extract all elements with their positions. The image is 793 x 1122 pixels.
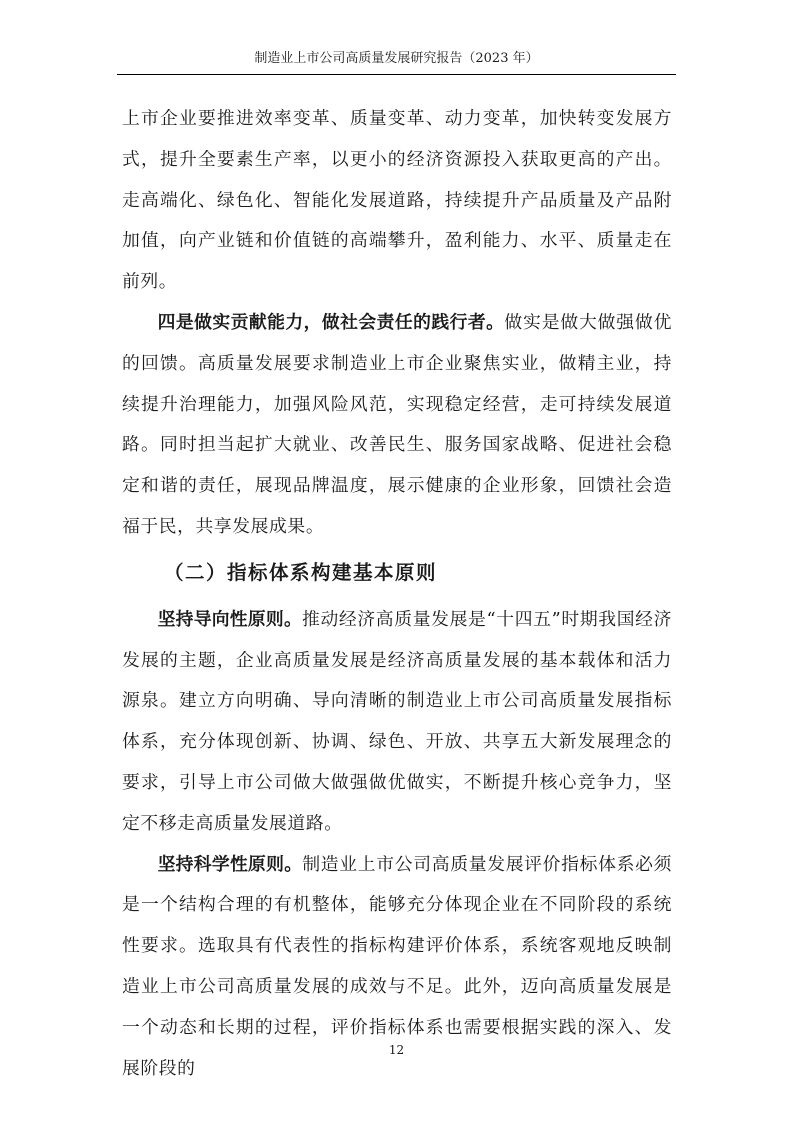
header-title: 制造业上市公司高质量发展研究报告（2023 年） [254, 51, 539, 66]
paragraph-lead: 四是做实贡献能力，做社会责任的践行者。 [157, 311, 505, 333]
paragraph-text: 推动经济高质量发展是“十四五”时期我国经济发展的主题，企业高质量发展是经济高质量发展的基本载体和活力源泉。建立方向明确、导向清晰的制造业上市公司高质量发展指标体系，充分体现创新、协调、绿色、开放、共享五大新发展理念的要求，引导上市公司做大做强做优做实，不断提升核心竞争力，坚定不移走高质量发展道路。 [122, 608, 672, 834]
paragraph-contribution [122, 303, 672, 548]
page-body [122, 99, 672, 1089]
paragraph-text: 制造业上市公司高质量发展评价指标体系必须是一个结构合理的有机整体，能够充分体现企业在不同阶段的系统性要求。选取具有代表性的指标构建评价体系，系统客观地反映制造业上市公司高质量发展的成效与不足。此外，迈向高质量发展是一个动态和长期的过程，评价指标体系也需要根据实践的深入、发展阶段的 [122, 853, 672, 1079]
running-header [117, 50, 676, 75]
paragraph-orientation-principle [122, 600, 672, 845]
paragraph-lead: 坚持科学性原则。 [157, 853, 303, 875]
paragraph-text: 做实是做大做强做优的回馈。高质量发展要求制造业上市企业聚焦实业，做精主业，持续提升治理能力，加强风险风范，实现稳定经营，走可持续发展道路。同时担当起扩大就业、改善民生、服务国家战略、促进社会稳定和谐的责任，展现品牌温度，展示健康的企业形象，回馈社会造福于民，共享发展成果。 [122, 311, 672, 537]
paragraph-continued [122, 99, 672, 303]
paragraph-lead: 坚持导向性原则。 [157, 608, 302, 630]
paragraph-text: 上市企业要推进效率变革、质量变革、动力变革，加快转变发展方式，提升全要素生产率，以更小的经济资源投入获取更高的产出。走高端化、绿色化、智能化发展道路，持续提升产品质量及产品附加值，向产业链和价值链的高端攀升，盈利能力、水平、质量走在前列。 [122, 108, 672, 293]
page-number: 12 [388, 1043, 405, 1057]
section-heading: （二）指标体系构建基本原则 [164, 560, 438, 584]
